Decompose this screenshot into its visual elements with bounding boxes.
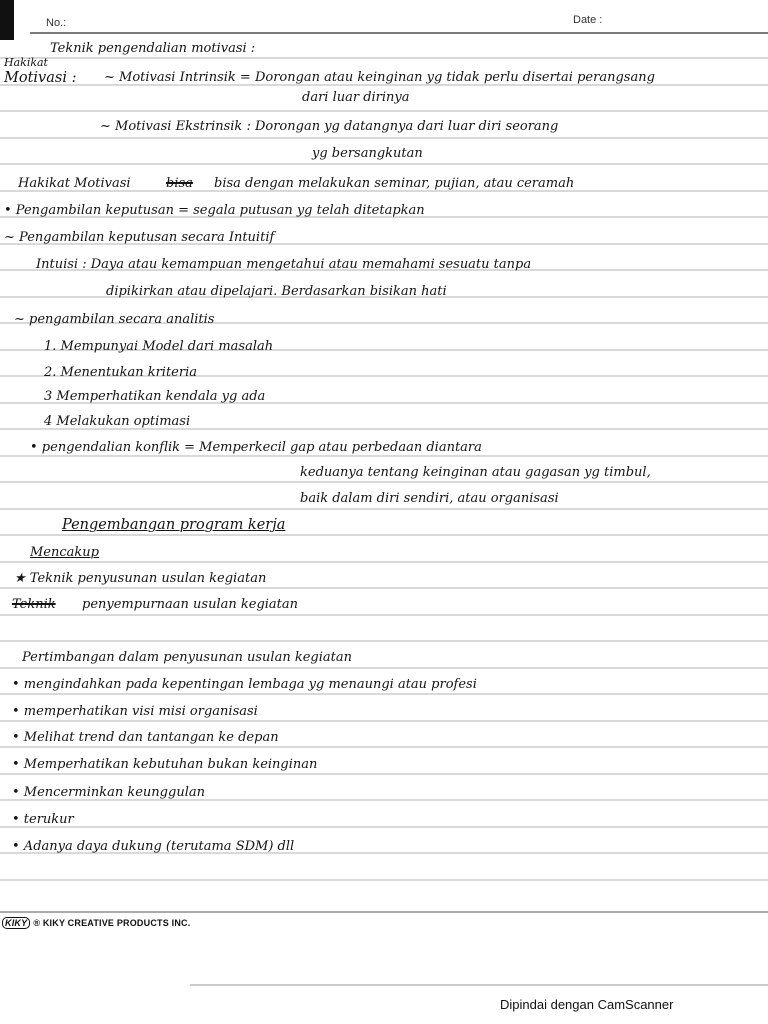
- teknik-line: ★ Teknik penyusunan usulan kegiatan: [14, 571, 267, 586]
- penyempurnaan-struck-word: Teknik: [12, 597, 56, 612]
- bullet-item: • Memperhatikan kebutuhan bukan keinginan: [12, 757, 318, 772]
- konflik-line: • pengendalian konflik = Memperkecil gap atau perbedaan diantara: [30, 440, 482, 455]
- hakikat-struck-word: bisa: [166, 176, 193, 191]
- margin-tag: Hakikat: [4, 56, 48, 69]
- camscanner-watermark: Dipindai dengan CamScanner: [500, 997, 674, 1012]
- mencakup-label: Mencakup: [30, 545, 99, 560]
- no-label: No.:: [46, 17, 67, 29]
- pertimbangan-heading: Pertimbangan dalam penyusunan usulan kegiatan: [22, 650, 352, 665]
- penyempurnaan-line: penyempurnaan usulan kegiatan: [82, 597, 299, 612]
- ekstrinsik-line: ~ Motivasi Ekstrinsik : Dorongan yg datangnya dari luar diri seorang: [100, 119, 559, 134]
- bullet-item: • Melihat trend dan tantangan ke depan: [12, 730, 279, 745]
- ekstrinsik-continuation: yg bersangkutan: [312, 146, 423, 161]
- intuitif-line: ~ Pengambilan keputusan secara Intuitif: [4, 230, 275, 245]
- brand-footer: [2, 918, 190, 928]
- intuisi-definition: Intuisi : Daya atau kemampuan mengetahui atau memahami sesuatu tanpa: [36, 257, 532, 272]
- konflik-continuation-2: baik dalam diri sendiri, atau organisasi: [300, 491, 559, 506]
- bullet-item: • Mencerminkan keunggulan: [12, 785, 205, 800]
- date-label: Date :: [573, 14, 603, 26]
- bullet-item: • mengindahkan pada kepentingan lembaga yg menaungi atau profesi: [12, 677, 477, 692]
- konflik-continuation-1: keduanya tentang keinginan atau gagasan yg timbul,: [300, 465, 651, 480]
- intuisi-continuation: dipikirkan atau dipelajari. Berdasarkan bisikan hati: [106, 284, 447, 299]
- motivasi-label: Motivasi :: [4, 70, 77, 86]
- bullet-item: • terukur: [12, 812, 74, 827]
- list-item: 4 Melakukan optimasi: [44, 414, 191, 429]
- bullet-item: • Adanya daya dukung (terutama SDM) dll: [12, 839, 295, 854]
- list-item: 1. Mempunyai Model dari masalah: [44, 339, 274, 354]
- hakikat-prefix: Hakikat Motivasi: [18, 176, 131, 191]
- notes-title: Teknik pengendalian motivasi :: [50, 41, 256, 56]
- list-item: 2. Menentukan kriteria: [44, 365, 197, 380]
- pengambilan-keputusan: • Pengambilan keputusan = segala putusan yg telah ditetapkan: [4, 203, 425, 218]
- analitis-line: ~ pengambilan secara analitis: [14, 312, 215, 327]
- hakikat-line: bisa dengan melakukan seminar, pujian, atau ceramah: [214, 176, 575, 191]
- brand-text: ® KIKY CREATIVE PRODUCTS INC.: [33, 918, 191, 928]
- list-item: 3 Memperhatikan kendala yg ada: [44, 389, 266, 404]
- program-heading: Pengembangan program kerja: [62, 517, 286, 533]
- bullet-item: • memperhatikan visi misi organisasi: [12, 704, 258, 719]
- intrinsik-line: ~ Motivasi Intrinsik = Dorongan atau keinginan yg tidak perlu disertai perangsang: [104, 70, 655, 85]
- intrinsik-continuation: dari luar dirinya: [302, 90, 410, 105]
- brand-logo: KIKY: [2, 917, 30, 929]
